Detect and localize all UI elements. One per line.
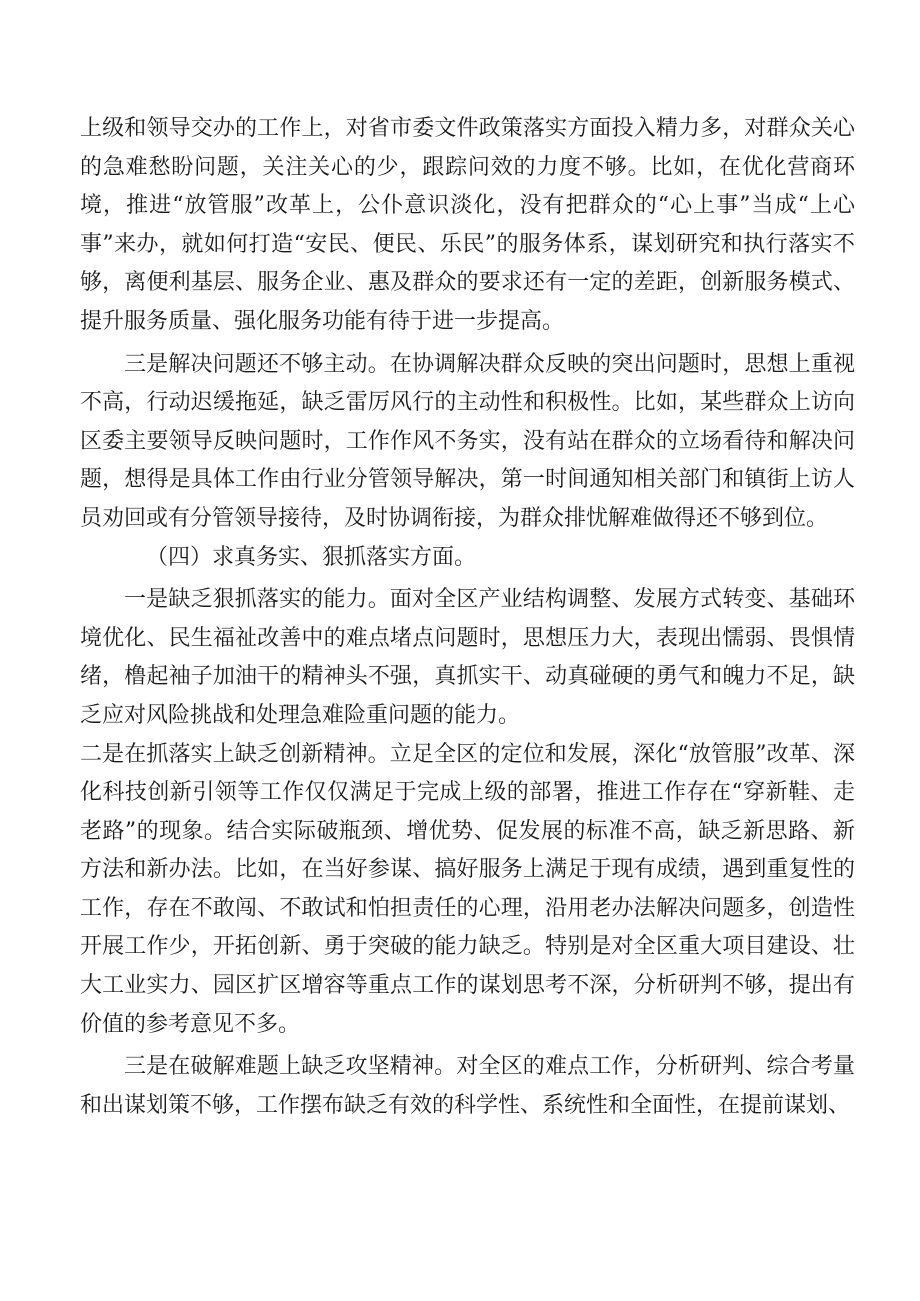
paragraph-continuation: 上级和领导交办的工作上，对省市委文件政策落实方面投入精力多，对群众关心的急难愁盼问题，关注关心的少，跟踪问效的力度不够。比如，在优化营商环境，推进“放管服”改革上，公仆意识淡化，没有把群众的“心上事”当成“上心事”来办，就如何打造“安民、便民、乐民”的服务体系，谋划研究和执行落实不够，离便利基层、服务企业、惠及群众的要求还有一定的差距，创新服务模式、提升服务质量、强化服务功能有待于进一步提高。 [80, 116, 855, 334]
document-body [80, 110, 855, 1125]
section-heading-four: （四）求真务实、狠抓落实方面。 [146, 544, 477, 570]
paragraph-point-three-b: 三是在破解难题上缺乏攻坚精神。对全区的难点工作，分析研判、综合考量和出谋划策不够，工作摆布缺乏有效的科学性、系统性和全面性，在提前谋划、 [80, 1054, 855, 1118]
paragraph-point-three: 三是解决问题还不够主动。在协调解决群众反映的突出问题时，思想上重视不高，行动迟缓拖延，缺乏雷厉风行的主动性和积极性。比如，某些群众上访向区委主要领导反映问题时，工作作风不务实，没有站在群众的立场看待和解决问题，想得是具体工作由行业分管领导解决，第一时间通知相关部门和镇街上访人员劝回或有分管领导接待，及时协调衔接，为群众排忧解难做得还不够到位。 [80, 351, 855, 531]
paragraph-point-one: 一是缺乏狠抓落实的能力。面对全区产业结构调整、发展方式转变、基础环境优化、民生福祉改善中的难点堵点问题时，思想压力大，表现出懦弱、畏惧情绪，橹起袖子加油干的精神头不强，真抓实干、动真碰硬的勇气和魄力不足，缺乏应对风险挑战和处理急难险重问题的能力。 [80, 587, 855, 728]
paragraph-point-two: 二是在抓落实上缺乏创新精神。立足全区的定位和发展，深化“放管服”改革、深化科技创新引领等工作仅仅满足于完成上级的部署，推进工作存在“穿新鞋、走老路”的现象。结合实际破瓶颈、增优势、促发展的标准不高，缺乏新思路、新方法和新办法。比如，在当好参谋、搞好服务上满足于现有成绩，遇到重复性的工作，存在不敢闯、不敢试和怕担责任的心理，沿用老办法解决问题多，创造性开展工作少，开拓创新、勇于突破的能力缺乏。特别是对全区重大项目建设、壮大工业实力、园区扩区增容等重点工作的谋划思考不深，分析研判不够，提出有价值的参考意见不多。 [80, 741, 855, 1037]
